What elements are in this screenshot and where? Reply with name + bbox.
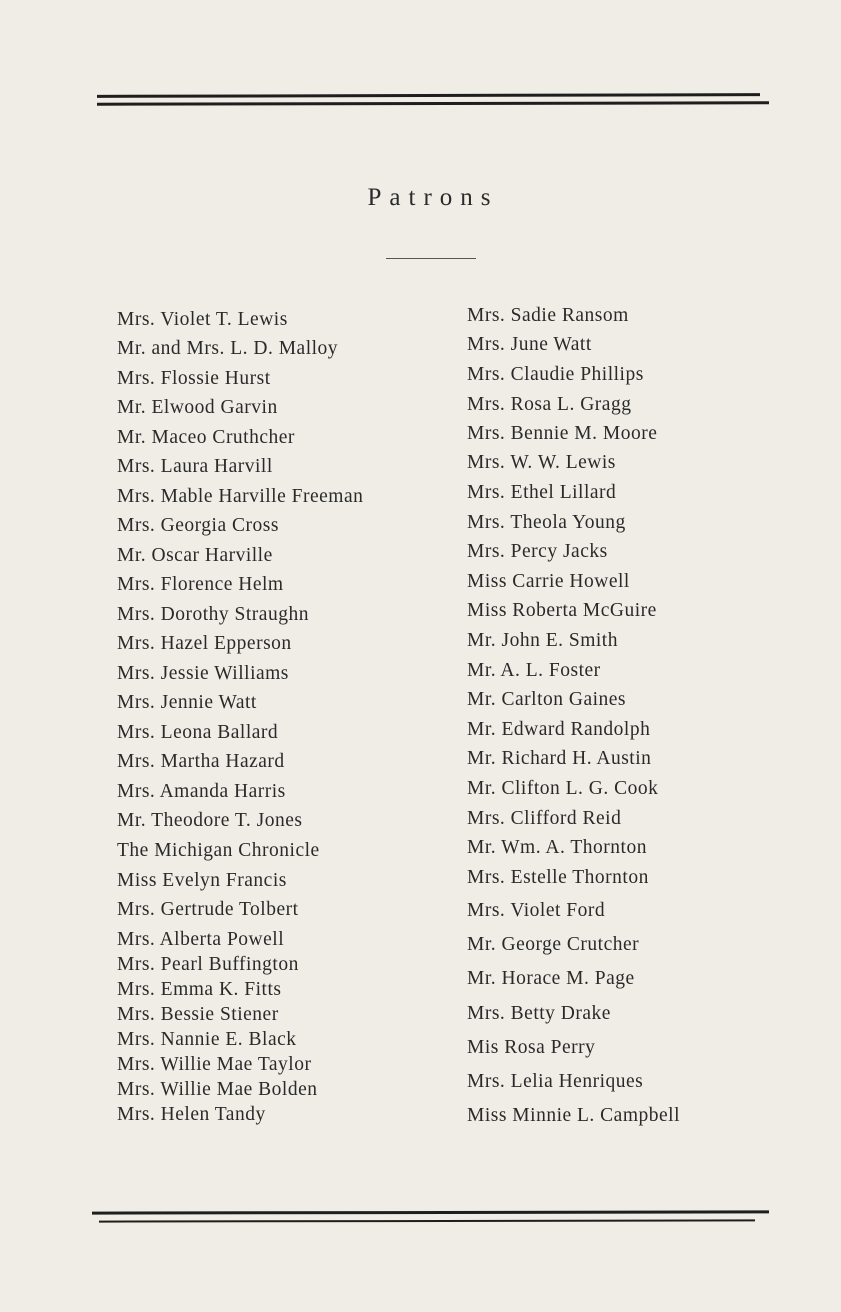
patron-name: Mr. John E. Smith: [467, 630, 618, 651]
patron-name: Miss Carrie Howell: [467, 571, 630, 592]
patron-name: Mrs. Martha Hazard: [117, 751, 285, 772]
patron-name: Mrs. Flossie Hurst: [117, 368, 271, 389]
patron-name: Mrs. Willie Mae Taylor: [117, 1054, 312, 1075]
page-title: Patrons: [367, 184, 499, 211]
patron-name: Mr. Carlton Gaines: [467, 689, 627, 710]
patron-name: Mrs. Estelle Thornton: [467, 867, 649, 888]
patron-name: Mrs. Clifford Reid: [467, 808, 622, 829]
patron-name: Mis Rosa Perry: [467, 1037, 596, 1058]
patron-name: Miss Roberta McGuire: [467, 600, 657, 621]
bottom-rule: [92, 1210, 769, 1214]
patron-name: Mrs. Rosa L. Gragg: [467, 394, 632, 415]
patron-name: Mrs. Bennie M. Moore: [467, 423, 658, 444]
patron-name: Mrs. Hazel Epperson: [117, 633, 292, 654]
patron-name: Mrs. Bessie Stiener: [117, 1004, 279, 1025]
patron-name: Mrs. Emma K. Fitts: [117, 979, 282, 1000]
title-underline: [386, 258, 476, 259]
patron-name: Mr. Elwood Garvin: [117, 397, 278, 418]
patron-name: Mr. Richard H. Austin: [467, 748, 652, 769]
patron-name: Mrs. Theola Young: [467, 512, 626, 533]
bottom-rule: [99, 1219, 755, 1222]
patron-name: Mrs. June Watt: [467, 334, 592, 355]
patron-name: Mrs. Violet Ford: [467, 900, 606, 921]
patron-name: Mrs. Alberta Powell: [117, 929, 285, 950]
patron-name: The Michigan Chronicle: [117, 840, 320, 861]
patron-name: Mrs. Helen Tandy: [117, 1104, 266, 1125]
patron-name: Mr. Wm. A. Thornton: [467, 837, 647, 858]
patron-name: Mrs. Amanda Harris: [117, 781, 286, 802]
patron-name: Mrs. Sadie Ransom: [467, 305, 629, 326]
patron-name: Miss Minnie L. Campbell: [467, 1105, 680, 1126]
patron-name: Mrs. Violet T. Lewis: [117, 309, 288, 330]
patron-name: Mrs. Mable Harville Freeman: [117, 486, 364, 507]
patron-name: Mr. Theodore T. Jones: [117, 810, 303, 831]
patron-name: Mr. Edward Randolph: [467, 719, 651, 740]
patron-name: Mrs. Betty Drake: [467, 1003, 611, 1024]
patron-name: Mr. Oscar Harville: [117, 545, 273, 566]
patron-name: Mrs. Nannie E. Black: [117, 1029, 297, 1050]
patron-name: Mrs. W. W. Lewis: [467, 452, 616, 473]
patron-name: Mrs. Percy Jacks: [467, 541, 608, 562]
patron-name: Mr. A. L. Foster: [467, 660, 601, 681]
top-rule: [97, 93, 760, 98]
patron-name: Mr. Clifton L. G. Cook: [467, 778, 659, 799]
patron-name: Mrs. Gertrude Tolbert: [117, 899, 299, 920]
patron-name: Mrs. Ethel Lillard: [467, 482, 617, 503]
patron-name: Mrs. Florence Helm: [117, 574, 284, 595]
patron-name: Mr. and Mrs. L. D. Malloy: [117, 338, 339, 359]
patron-name: Mr. Maceo Cruthcher: [117, 427, 295, 448]
patron-name: Mrs. Pearl Buffington: [117, 954, 299, 975]
patron-name: Mrs. Leona Ballard: [117, 722, 279, 743]
patron-name: Mr. George Crutcher: [467, 934, 640, 955]
patron-name: Mrs. Jessie Williams: [117, 663, 289, 684]
patron-name: Miss Evelyn Francis: [117, 870, 287, 891]
top-rule: [97, 101, 769, 105]
patron-name: Mrs. Willie Mae Bolden: [117, 1079, 318, 1100]
patron-name: Mrs. Laura Harvill: [117, 456, 273, 477]
patron-name: Mr. Horace M. Page: [467, 968, 635, 989]
patron-name: Mrs. Claudie Phillips: [467, 364, 644, 385]
patron-name: Mrs. Dorothy Straughn: [117, 604, 309, 625]
patron-name: Mrs. Jennie Watt: [117, 692, 257, 713]
patron-name: Mrs. Lelia Henriques: [467, 1071, 644, 1092]
patron-name: Mrs. Georgia Cross: [117, 515, 279, 536]
